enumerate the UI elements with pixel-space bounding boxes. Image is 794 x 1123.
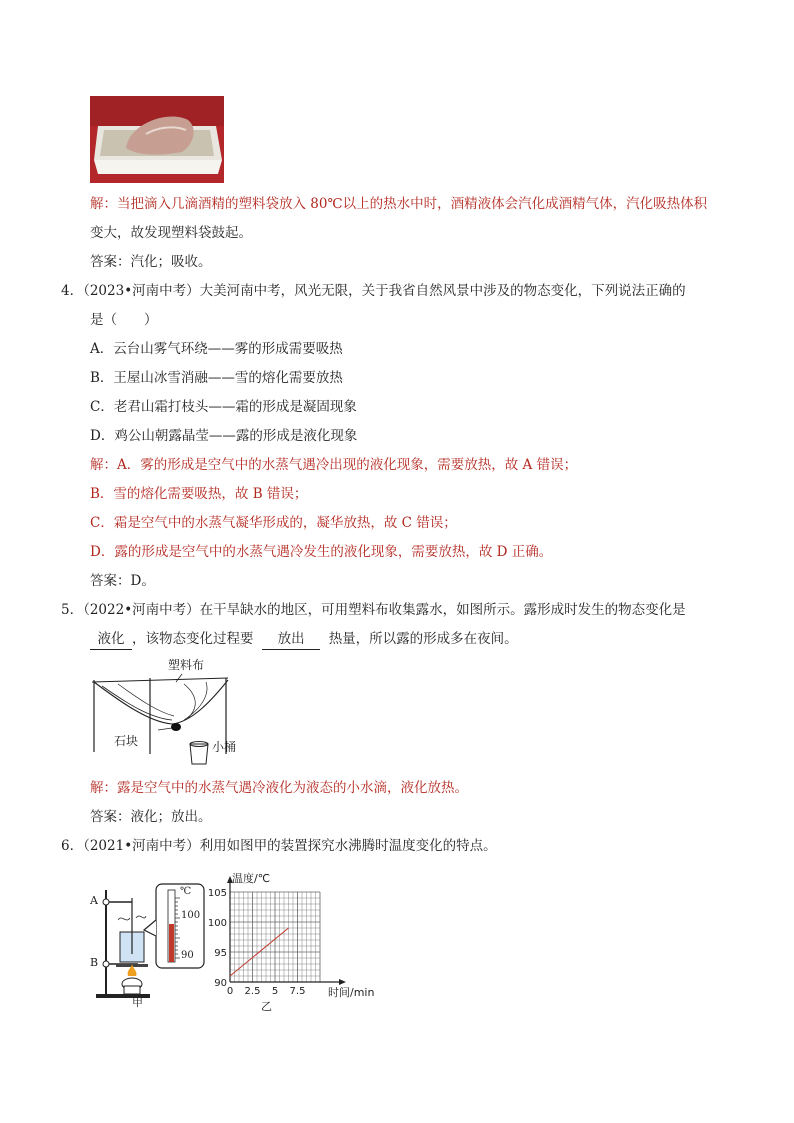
y-tick-label: 95 xyxy=(214,948,227,959)
thermometer-90: 90 xyxy=(181,950,194,961)
q5-blank2: 放出 xyxy=(262,629,320,650)
q4-solution-d: D．露的形成是空气中的水蒸气遇冷发生的液化现象，需要放热，故 D 正确。 xyxy=(90,544,553,560)
y-axis-label: 温度/℃ xyxy=(232,872,271,885)
label-b: B xyxy=(90,956,99,969)
q5-mid-text: ，该物态变化过程要 xyxy=(132,631,254,647)
temperature-chart xyxy=(208,870,388,1015)
q4-option-a: A．云台山雾气环绕——雾的形成需要吸热 xyxy=(90,341,343,357)
y-tick-label: 90 xyxy=(214,978,227,989)
q3-solution-prefix: 解：当把滴入几滴酒精的塑料袋放入 80℃以上的热水中时， xyxy=(90,196,451,212)
x-axis-arrow xyxy=(339,979,346,985)
y-tick-label: 105 xyxy=(208,888,227,899)
dew-collector-figure xyxy=(88,660,238,770)
thermometer-100: 100 xyxy=(181,910,201,921)
figure-a-caption: 甲 xyxy=(132,996,143,1009)
x-tick-label: 0 xyxy=(226,986,234,997)
q5-blank1: 液化 xyxy=(90,629,132,650)
q5-stem-line1: 5．（2022•河南中考）在干旱缺水的地区，可用塑料布收集露水，如图所示。露形成时发生的物态变化是 xyxy=(61,602,686,618)
q4-solution-a: 解：A．雾的形成是空气中的水蒸气遇冷出现的液化现象，需要放热，故 A 错误； xyxy=(90,457,578,473)
x-tick-label: 5 xyxy=(271,986,279,997)
q4-option-c: C．老君山霜打枝头——霜的形成是凝固现象 xyxy=(90,399,357,415)
q5-end-text: 热量，所以露的形成多在夜间。 xyxy=(328,631,518,647)
label-a: A xyxy=(90,894,98,907)
stone-label: 石块 xyxy=(114,734,139,748)
thermometer-unit: ℃ xyxy=(180,886,192,897)
q5-stem-line2 xyxy=(90,629,518,650)
q4-option-b: B．王屋山冰雪消融——雪的熔化需要放热 xyxy=(90,370,343,386)
q4-solution-c: C．霜是空气中的水蒸气凝华形成的，凝华放热，故 C 错误； xyxy=(90,515,457,531)
q3-solution-rest: 酒精液体会汽化成酒精气体，汽化吸热体积 xyxy=(450,196,708,212)
y-tick-label: 100 xyxy=(208,918,227,929)
q4-stem-line2: 是（ ） xyxy=(90,312,158,328)
cloth-label: 塑料布 xyxy=(168,658,205,672)
bucket-label: 小桶 xyxy=(212,740,237,754)
q4-option-d: D．鸡公山朝露晶莹——露的形成是液化现象 xyxy=(90,428,358,444)
q3-solution-line1 xyxy=(90,194,707,214)
q4-answer: 答案：D。 xyxy=(90,573,155,589)
q6-stem: 6．（2021•河南中考）利用如图甲的装置探究水沸腾时温度变化的特点。 xyxy=(61,838,497,854)
q3-solution-line2: 变大，故发现塑料袋鼓起。 xyxy=(90,225,252,241)
q4-stem-line1: 4．（2023•河南中考）大美河南中考，风光无限，关于我省自然风景中涉及的物态变化，下列说法正确的 xyxy=(61,283,686,299)
q4-solution-b: B．雪的熔化需要吸热，故 B 错误； xyxy=(90,486,308,502)
tray-photo xyxy=(90,96,224,183)
q5-answer: 答案：液化；放出。 xyxy=(90,809,212,825)
figure-b-caption: 乙 xyxy=(261,1000,272,1013)
temperature-chart-svg xyxy=(208,870,388,1015)
boiling-apparatus-figure xyxy=(88,880,218,1010)
q3-answer: 答案：汽化；吸收。 xyxy=(90,254,212,270)
x-tick-label: 7.5 xyxy=(289,986,306,997)
q5-solution: 解：露是空气中的水蒸气遇冷液化为液态的小水滴，液化放热。 xyxy=(90,780,468,796)
x-tick-label: 2.5 xyxy=(244,986,261,997)
x-axis-label: 时间/min xyxy=(328,986,375,999)
